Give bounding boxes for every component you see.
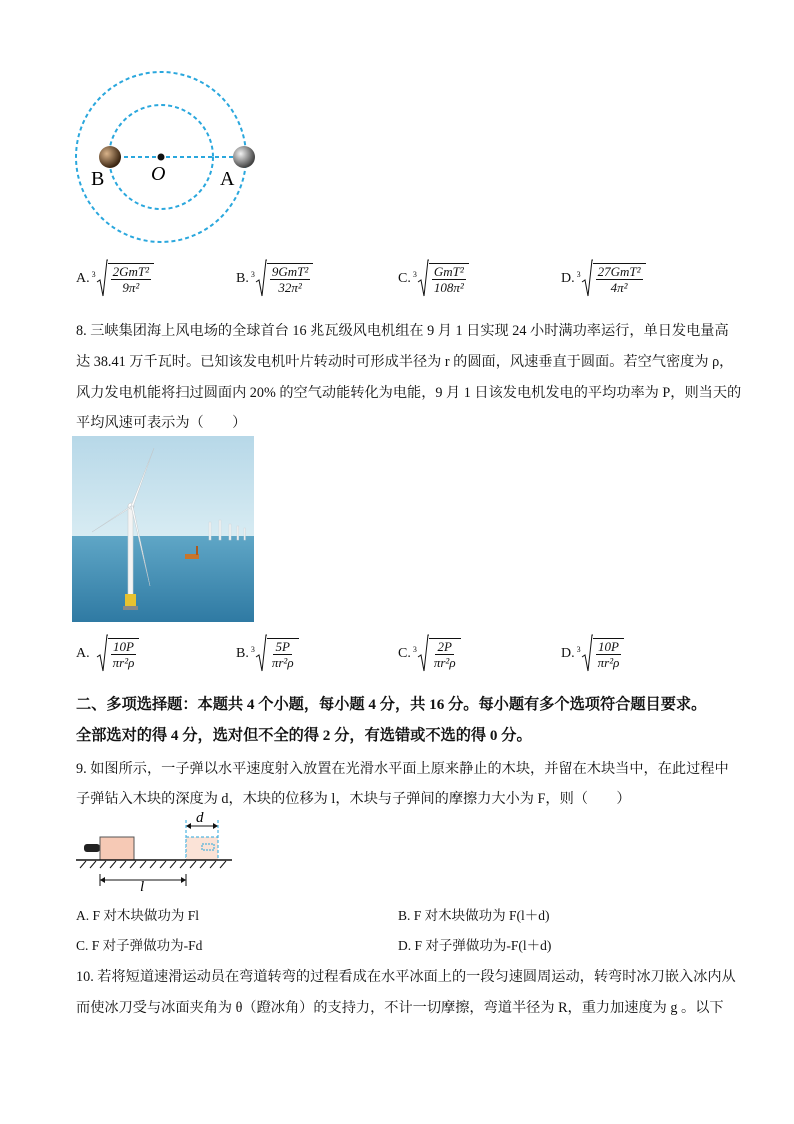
block-initial bbox=[100, 837, 134, 860]
q9-option-a[interactable]: A. F 对木块做功为 Fl bbox=[76, 908, 200, 923]
radical-sign-icon bbox=[417, 258, 429, 300]
label-b: B bbox=[91, 168, 105, 190]
bullet bbox=[84, 844, 100, 852]
radical-sign-icon bbox=[581, 258, 593, 300]
q8-line-3: 风力发电机能将扫过圆面内 20% 的空气动能转化为电能，9 月 1 日该发电机发电的平均功率为 P，则当天的 bbox=[76, 385, 742, 401]
radical-sign-icon bbox=[96, 633, 108, 675]
q8-option-d[interactable]: D. 3 $\frac{10P}{\text{πr²ρ}}$ bbox=[561, 633, 624, 675]
q8-line-1: 8. 三峡集团海上风电场的全球首台 16 兆瓦级风电机组在 9 月 1 日实现 24 小时满功率运行，单日发电量高 bbox=[76, 323, 729, 339]
section2-line-2: 全部选对的得 4 分，选对但不全的得 2 分，有选错或不选的得 0 分。 bbox=[76, 727, 532, 744]
star-b bbox=[99, 146, 121, 168]
radical-sign-icon bbox=[417, 633, 429, 675]
orbit-figure bbox=[74, 68, 274, 248]
wind-turbine-photo bbox=[72, 436, 254, 622]
q9-line-1: 9. 如图所示，一子弹以水平速度射入放置在光滑水平面上原来静止的木块，并留在木块当中，在此过程中 bbox=[76, 761, 729, 777]
center-o bbox=[158, 154, 165, 161]
q8-line-4: 平均风速可表示为（ ） bbox=[76, 415, 247, 431]
q10-line-1: 10. 若将短道速滑运动员在弯道转弯的过程看成在水平冰面上的一段匀速圆周运动，转弯时冰刀嵌入冰内从 bbox=[76, 969, 736, 985]
q8-line-2: 达 38.41 万千瓦时。已知该发电机叶片转动时可形成半径为 r 的圆面，风速垂直于圆面。若空气密度为 ρ， bbox=[76, 354, 734, 370]
label-o: O bbox=[151, 163, 166, 185]
q9-line-2: 子弹钻入木块的深度为 d，木块的位移为 l，木块与子弹间的摩擦力大小为 F，则（ ） bbox=[76, 791, 631, 807]
q8-option-a[interactable]: A. $\frac{10P}{\text{πr²ρ}}$ bbox=[76, 633, 139, 675]
radical-sign-icon bbox=[255, 633, 267, 675]
q9-option-b[interactable]: B. F 对木块做功为 F(l＋d) bbox=[398, 908, 550, 923]
label-d: d bbox=[196, 812, 204, 826]
label-l: l bbox=[140, 879, 145, 892]
q7-option-c[interactable]: C. 3 $\frac{\text{GmT²}}{\text{108π²}}$ bbox=[398, 258, 469, 300]
q8-option-b[interactable]: B. 3 $\frac{5P}{\text{πr²ρ}}$ bbox=[236, 633, 299, 675]
star-a bbox=[233, 146, 255, 168]
q7-option-d[interactable]: D. 3 $\frac{\text{27GmT²}}{\text{4π²}}$ bbox=[561, 258, 646, 300]
q9-option-c[interactable]: C. F 对子弹做功为-Fd bbox=[76, 938, 203, 953]
section2-line-1: 二、多项选择题：本题共 4 个小题，每小题 4 分，共 16 分。每小题有多个选项符合题目要求。 bbox=[76, 696, 707, 713]
q7-option-b[interactable]: B. 3 $\frac{\text{9GmT²}}{\text{32π²}}$ bbox=[236, 258, 313, 300]
q10-line-2: 而使冰刀受与冰面夹角为 θ（蹬冰角）的支持力，不计一切摩擦，弯道半径为 R，重力加速度为 g 。以下 bbox=[76, 1000, 724, 1016]
cube-root-expr: 3 $\frac{\text{2GmT²}}{\text{9π²}}$ bbox=[96, 258, 154, 300]
label-a: A bbox=[220, 168, 235, 190]
bullet-block-figure bbox=[76, 812, 236, 892]
radical-sign-icon bbox=[581, 633, 593, 675]
q9-option-d[interactable]: D. F 对子弹做功为-F(l＋d) bbox=[398, 938, 552, 953]
radical-sign-icon bbox=[255, 258, 267, 300]
q7-option-a[interactable]: A. 3 $\frac{\text{2GmT²}}{\text{9π²}}$ bbox=[76, 258, 154, 300]
q8-option-c[interactable]: C. 3 $\frac{2P}{\text{πr²ρ}}$ bbox=[398, 633, 461, 675]
radical-sign-icon bbox=[96, 258, 108, 300]
